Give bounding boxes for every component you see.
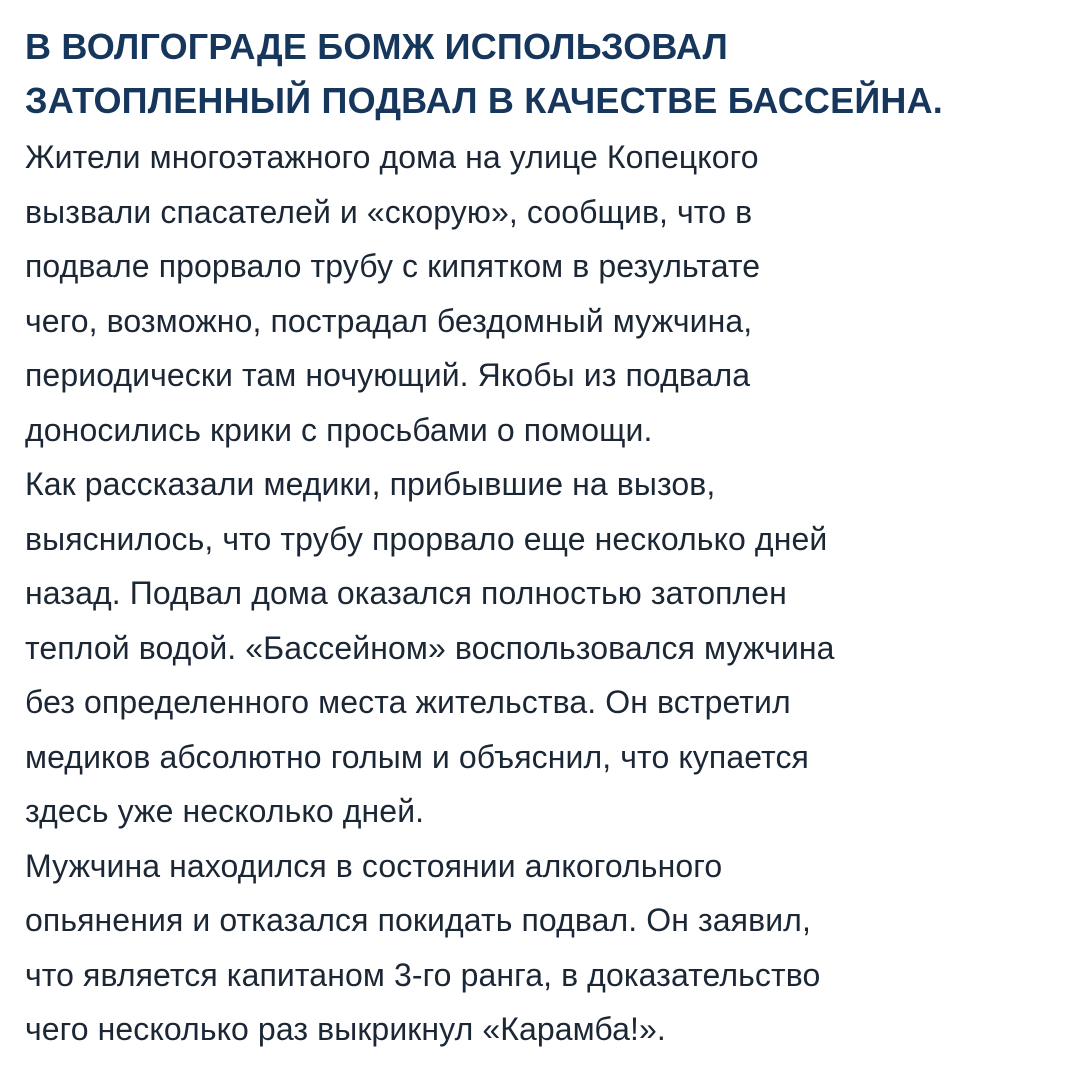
paragraph-line: вызвали спасателей и «скорую», сообщив, что в	[25, 193, 753, 230]
paragraph-line: Как рассказали медики, прибывшие на вызов,	[25, 466, 716, 502]
headline-line-1: В ВОЛГОГРАДЕ БОМЖ ИСПОЛЬЗОВАЛ	[25, 26, 728, 67]
paragraph-line: периодически там ночующий. Якобы из подвала	[25, 357, 751, 393]
paragraph-line: что является капитаном 3-го ранга, в доказательство	[25, 956, 821, 993]
headline	[25, 20, 1066, 128]
paragraph-line: здесь уже несколько дней.	[25, 793, 425, 829]
article-body	[25, 130, 1066, 1057]
paragraph-line: без определенного места жительства. Он встретил	[25, 684, 791, 720]
paragraph-line: назад. Подвал дома оказался полностью затоплен	[25, 575, 787, 611]
headline-line-2: ЗАТОПЛЕННЫЙ ПОДВАЛ В КАЧЕСТВЕ БАССЕЙНА.	[25, 80, 943, 121]
paragraph-line: чего, возможно, пострадал бездомный мужчина,	[25, 302, 753, 339]
paragraph-3	[25, 839, 1066, 1057]
paragraph-line: Жители многоэтажного дома на улице Копецкого	[25, 139, 759, 175]
paragraph-line: опьянения и отказался покидать подвал. Он заявил,	[25, 902, 811, 938]
paragraph-line: Мужчина находился в состоянии алкогольного	[25, 847, 723, 884]
paragraph-line: доносились крики с просьбами о помощи.	[25, 411, 653, 448]
paragraph-2	[25, 457, 1066, 839]
paragraph-line: выяснилось, что трубу прорвало еще несколько дней	[25, 520, 828, 557]
paragraph-line: медиков абсолютно голым и объяснил, что купается	[25, 738, 809, 775]
paragraph-line: подвале прорвало трубу с кипятком в результате	[25, 248, 761, 284]
paragraph-1	[25, 130, 1066, 457]
paragraph-line: теплой водой. «Бассейном» воспользовался мужчина	[25, 629, 835, 666]
paragraph-line: чего несколько раз выкрикнул «Карамба!».	[25, 1011, 666, 1047]
